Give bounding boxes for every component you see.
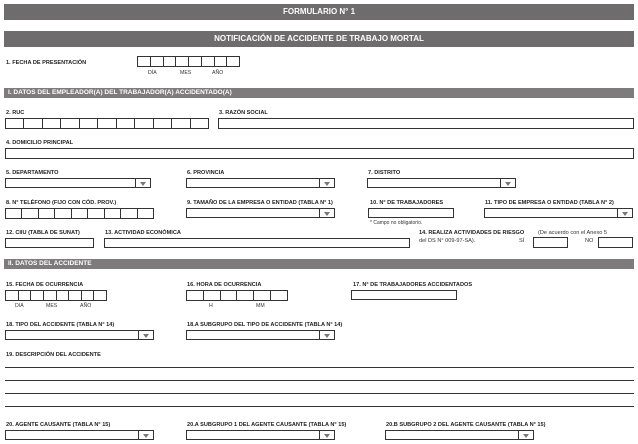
telefono-label: 8. N° TELÉFONO (FIJO CON CÓD. PROV.) (6, 200, 117, 206)
razon-social-field[interactable] (218, 118, 634, 129)
chevron-down-icon[interactable] (319, 179, 334, 187)
hora-ocurrencia-field[interactable] (186, 290, 288, 301)
campo-note: * Campo no obligatorio. (370, 220, 423, 226)
riesgo-no-label: NO (585, 238, 594, 244)
dia-label: DÍA (148, 70, 157, 76)
tamano-select[interactable] (186, 208, 335, 218)
mes-label: MES (180, 70, 192, 76)
subgrupo1-label: 20.A SUBGRUPO 1 DEL AGENTE CAUSANTE (TABLA N° 15) (187, 422, 347, 428)
actividad-field[interactable] (104, 238, 410, 248)
ruc-label: 2. RUC (6, 110, 25, 116)
riesgo-si-field[interactable] (533, 237, 568, 248)
agente-select[interactable] (5, 430, 154, 440)
hora-label: H (209, 303, 213, 309)
tamano-label: 9. TAMAÑO DE LA EMPRESA O ENTIDAD (TABLA N° 1) (187, 200, 333, 206)
tipo-accidente-select[interactable] (5, 330, 154, 340)
telefono-field[interactable] (5, 208, 154, 219)
anio-label: AÑO (212, 70, 224, 76)
chevron-down-icon[interactable] (617, 209, 632, 217)
chevron-down-icon[interactable] (138, 331, 153, 339)
departamento-label: 5. DEPARTAMENTO (6, 170, 59, 176)
descripcion-line[interactable] (5, 393, 634, 394)
chevron-down-icon[interactable] (319, 431, 334, 439)
departamento-select[interactable] (5, 178, 151, 188)
form-title: FORMULARIO N° 1 (4, 4, 634, 20)
riesgo-note-2: del DS N° 009-97-SA). (419, 238, 476, 244)
riesgo-note-1: (De acuerdo con el Anexo 5 (538, 230, 608, 236)
anio-label: AÑO (80, 303, 92, 309)
descripcion-line[interactable] (5, 367, 634, 368)
num-accidentados-label: 17. N° DE TRABAJADORES ACCIDENTADOS (353, 282, 473, 288)
subgrupo2-select[interactable] (385, 430, 534, 440)
mes-label: MES (46, 303, 58, 309)
trabajadores-field[interactable] (368, 208, 454, 218)
section-2-header: II. DATOS DEL ACCIDENTE (4, 259, 634, 269)
num-accidentados-field[interactable] (351, 290, 457, 300)
tipo-accidente-label: 18. TIPO DEL ACCIDENTE (TABLA N° 14) (6, 322, 115, 328)
subgrupo1-select[interactable] (186, 430, 335, 440)
fecha-presentacion-label: 1. FECHA DE PRESENTACIÓN (6, 60, 87, 66)
distrito-label: 7. DISTRITO (368, 170, 401, 176)
subgrupo-tipo-label: 18.A SUBGRUPO DEL TIPO DE ACCIDENTE (TABLA N° 14) (187, 322, 343, 328)
tipo-empresa-select[interactable] (484, 208, 633, 218)
ciiu-field[interactable] (5, 238, 94, 248)
ruc-field[interactable] (5, 118, 209, 129)
descripcion-line[interactable] (5, 406, 634, 407)
domicilio-label: 4. DOMICILIO PRINCIPAL (6, 140, 74, 146)
descripcion-label: 19. DESCRIPCIÓN DEL ACCIDENTE (6, 352, 101, 358)
fecha-presentacion-field[interactable] (137, 56, 240, 67)
form-subtitle: NOTIFICACIÓN DE ACCIDENTE DE TRABAJO MORTAL (4, 31, 634, 47)
chevron-down-icon[interactable] (319, 209, 334, 217)
chevron-down-icon[interactable] (138, 431, 153, 439)
descripcion-line[interactable] (5, 380, 634, 381)
domicilio-field[interactable] (5, 148, 634, 159)
riesgo-label: 14. REALIZA ACTIVIDADES DE RIESGO (419, 230, 525, 236)
fecha-ocurrencia-label: 15. FECHA DE OCURRENCIA (6, 282, 84, 288)
fecha-ocurrencia-field[interactable] (5, 290, 107, 301)
actividad-label: 13. ACTIVIDAD ECONÓMICA (105, 230, 181, 236)
riesgo-no-field[interactable] (598, 237, 633, 248)
provincia-label: 6. PROVINCIA (187, 170, 225, 176)
trabajadores-label: 10. N° DE TRABAJADORES (370, 200, 444, 206)
provincia-select[interactable] (186, 178, 335, 188)
ciiu-label: 12. CIIU (TABLA DE SUNAT) (6, 230, 80, 236)
chevron-down-icon[interactable] (135, 179, 150, 187)
chevron-down-icon[interactable] (319, 331, 334, 339)
minutos-label: MM (256, 303, 265, 309)
section-1-header: I. DATOS DEL EMPLEADOR(A) DEL TRABAJADOR(A) ACCIDENTADO(A) (4, 88, 634, 98)
tipo-empresa-label: 11. TIPO DE EMPRESA O ENTIDAD (TABLA N° 2) (485, 200, 614, 206)
chevron-down-icon[interactable] (500, 179, 515, 187)
distrito-select[interactable] (367, 178, 516, 188)
subgrupo2-label: 20.B SUBGRUPO 2 DEL AGENTE CAUSANTE (TABLA N° 15) (386, 422, 546, 428)
razon-social-label: 3. RAZÓN SOCIAL (219, 110, 268, 116)
agente-label: 20. AGENTE CAUSANTE (TABLA N° 15) (6, 422, 111, 428)
riesgo-si-label: SÍ (519, 238, 525, 244)
hora-ocurrencia-label: 16. HORA DE OCURRENCIA (187, 282, 262, 288)
chevron-down-icon[interactable] (518, 431, 533, 439)
subgrupo-tipo-select[interactable] (186, 330, 335, 340)
dia-label: DIA (15, 303, 24, 309)
